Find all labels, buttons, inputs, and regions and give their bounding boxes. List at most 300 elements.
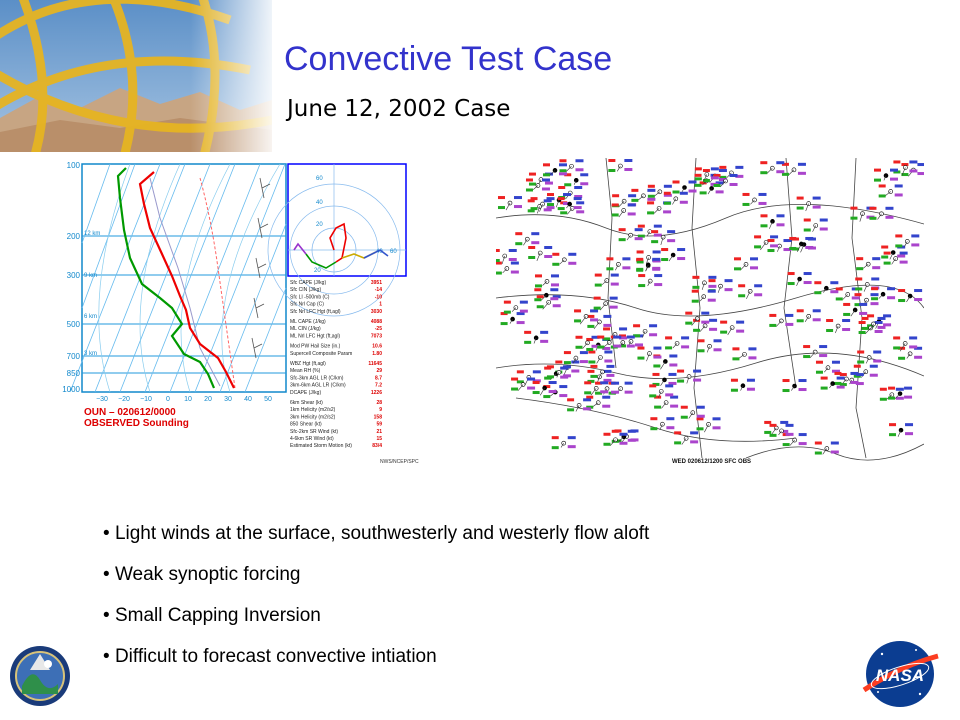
pressure-tendency-mark bbox=[875, 330, 883, 333]
pressure-tendency-mark bbox=[575, 168, 583, 171]
pressure-mark bbox=[603, 315, 611, 318]
param-label: Mod PW Hail Size (in.) bbox=[290, 343, 341, 350]
pressure-mark bbox=[895, 184, 903, 187]
pressure-tendency-mark bbox=[883, 323, 891, 326]
surface-observations-map bbox=[496, 158, 924, 465]
temperature-mark bbox=[612, 430, 619, 433]
pressure-mark bbox=[776, 214, 784, 217]
dewpoint-mark bbox=[543, 173, 550, 176]
pressure-mark bbox=[878, 317, 886, 320]
dewpoint-mark bbox=[661, 258, 668, 261]
pressure-tendency-mark bbox=[904, 396, 912, 399]
station-circle bbox=[793, 384, 797, 388]
station-circle bbox=[538, 251, 542, 255]
pressure-tendency-mark bbox=[624, 168, 632, 171]
param-value: 21 bbox=[376, 428, 382, 435]
param-value: 9 bbox=[379, 407, 382, 414]
pressure-tendency-mark bbox=[540, 340, 548, 343]
temperature-mark bbox=[649, 384, 656, 387]
dewpoint-mark bbox=[636, 268, 643, 271]
dewpoint-mark bbox=[895, 244, 902, 247]
temperature-mark bbox=[850, 207, 857, 210]
pressure-tendency-mark bbox=[709, 328, 717, 331]
temp-tick: 20 bbox=[204, 396, 212, 403]
dewpoint-mark bbox=[649, 394, 656, 397]
station-circle bbox=[710, 186, 714, 190]
pressure-mark bbox=[780, 421, 788, 424]
pressure-mark bbox=[574, 197, 582, 200]
pressure-tendency-mark bbox=[654, 234, 662, 237]
temperature-mark bbox=[681, 406, 688, 409]
dewpoint-mark bbox=[511, 388, 518, 391]
param-value: 1 bbox=[379, 301, 382, 308]
pressure-tendency-mark bbox=[900, 261, 908, 264]
temperature-mark bbox=[664, 192, 671, 195]
pressure-mark bbox=[549, 381, 557, 384]
dewpoint-mark bbox=[821, 387, 828, 390]
pressure-tendency-mark bbox=[711, 176, 719, 179]
pressure-tendency-mark bbox=[813, 318, 821, 321]
param-value: 158 bbox=[373, 414, 382, 421]
pressure-mark bbox=[831, 442, 839, 445]
station-circle bbox=[708, 344, 712, 348]
temperature-mark bbox=[547, 193, 554, 196]
dewpoint-mark bbox=[524, 341, 531, 344]
pressure-tendency-mark bbox=[885, 216, 893, 219]
height-mark: 6 km bbox=[84, 314, 98, 320]
temperature-mark bbox=[880, 388, 887, 391]
temperature-mark bbox=[869, 207, 876, 210]
param-label: DCAPE (J/kg) bbox=[290, 389, 322, 396]
pressure-mark bbox=[576, 201, 584, 204]
station-line: OUN – 020612/0000 bbox=[84, 407, 176, 418]
param-value: -10 bbox=[374, 294, 382, 301]
temperature-mark bbox=[543, 163, 550, 166]
dewpoint-mark bbox=[559, 169, 566, 172]
pressure-mark bbox=[798, 163, 806, 166]
station-circle bbox=[742, 352, 746, 356]
param-value: -25 bbox=[374, 326, 382, 333]
pressure-mark bbox=[883, 314, 891, 317]
temperature-mark bbox=[633, 324, 640, 327]
dewpoint-mark bbox=[738, 294, 745, 297]
pressure-tendency-mark bbox=[837, 386, 845, 389]
agency-seal-logo bbox=[8, 640, 72, 712]
dewpoint-mark bbox=[783, 443, 790, 446]
station-circle bbox=[618, 164, 622, 168]
temperature-mark bbox=[893, 336, 900, 339]
temperature-mark bbox=[789, 237, 796, 240]
pressure-tendency-mark bbox=[551, 283, 559, 286]
pressure-mark bbox=[531, 232, 539, 235]
pressure-tendency-mark bbox=[896, 397, 904, 400]
dewpoint-mark bbox=[836, 297, 843, 300]
temperature-mark bbox=[754, 235, 761, 238]
dewpoint-mark bbox=[595, 284, 602, 287]
pressure-tendency-mark bbox=[909, 345, 917, 348]
dewpoint-mark bbox=[587, 325, 594, 328]
dewpoint-mark bbox=[673, 191, 680, 194]
pressure-mark bbox=[871, 277, 879, 280]
temp-tick: −20 bbox=[118, 396, 130, 403]
pressure-mark bbox=[664, 185, 672, 188]
pressure-mark bbox=[917, 163, 924, 166]
temperature-mark bbox=[559, 159, 566, 162]
pressure-tendency-mark bbox=[714, 348, 722, 351]
dewpoint-mark bbox=[734, 267, 741, 270]
hodograph-ring-label: 40 bbox=[376, 249, 383, 255]
dewpoint-mark bbox=[695, 177, 702, 180]
dewpoint-mark bbox=[681, 416, 688, 419]
param-label: Supercell Composite Param bbox=[290, 350, 353, 357]
pressure-mark bbox=[619, 327, 627, 330]
dewpoint-mark bbox=[700, 191, 707, 194]
pressure-tendency-mark bbox=[799, 442, 807, 445]
pressure-mark bbox=[635, 228, 643, 231]
temperature-mark bbox=[597, 336, 604, 339]
pressure-tendency-mark bbox=[619, 442, 627, 445]
pressure-tendency-mark bbox=[568, 262, 576, 265]
dewpoint-mark bbox=[560, 211, 567, 214]
pressure-tendency-mark bbox=[693, 379, 701, 382]
pressure-mark bbox=[725, 279, 733, 282]
dewpoint-mark bbox=[843, 313, 850, 316]
pressure-tendency-mark bbox=[872, 266, 880, 269]
pressure-tendency-mark bbox=[770, 244, 778, 247]
pressure-tendency-mark bbox=[563, 374, 571, 377]
temperature-mark bbox=[881, 246, 888, 249]
temperature-mark bbox=[504, 301, 511, 304]
pressure-mark bbox=[786, 424, 794, 427]
dewpoint-mark bbox=[804, 229, 811, 232]
pressure-tendency-mark bbox=[580, 360, 588, 363]
dewpoint-mark bbox=[714, 184, 721, 187]
dewpoint-mark bbox=[608, 169, 615, 172]
pressure-tendency-mark bbox=[681, 345, 689, 348]
temperature-mark bbox=[695, 174, 702, 177]
pressure-mark bbox=[647, 189, 655, 192]
pressure-mark bbox=[527, 378, 535, 381]
pressure-mark bbox=[804, 272, 812, 275]
temperature-mark bbox=[895, 234, 902, 237]
temperature-mark bbox=[893, 160, 900, 163]
temperature-mark bbox=[814, 281, 821, 284]
pressure-label: 200 bbox=[66, 232, 80, 241]
temperature-mark bbox=[498, 196, 505, 199]
temperature-mark bbox=[815, 442, 822, 445]
temperature-mark bbox=[637, 250, 644, 253]
dewpoint-mark bbox=[826, 329, 833, 332]
pressure-mark bbox=[619, 433, 627, 436]
dewpoint-mark bbox=[567, 408, 574, 411]
temperature-mark bbox=[797, 309, 804, 312]
dewpoint-mark bbox=[767, 249, 774, 252]
temperature-mark bbox=[859, 321, 866, 324]
dewpoint-mark bbox=[558, 207, 565, 210]
pressure-mark bbox=[649, 324, 657, 327]
param-label: Mean RH (%) bbox=[290, 368, 321, 375]
param-value: 1.80 bbox=[372, 350, 382, 357]
dewpoint-mark bbox=[743, 203, 750, 206]
temperature-mark bbox=[608, 159, 615, 162]
pressure-tendency-mark bbox=[550, 297, 558, 300]
dewpoint-mark bbox=[814, 291, 821, 294]
param-label: 3km-6km AGL LR (C/km) bbox=[290, 382, 346, 389]
temp-tick: 50 bbox=[264, 396, 272, 403]
temperature-mark bbox=[496, 249, 500, 252]
pressure-mark bbox=[668, 373, 676, 376]
pressure-mark bbox=[559, 163, 567, 166]
pressure-tendency-mark bbox=[544, 255, 552, 258]
pressure-mark bbox=[550, 288, 558, 291]
temperature-mark bbox=[889, 423, 896, 426]
pressure-mark bbox=[909, 336, 917, 339]
temperature-mark bbox=[661, 248, 668, 251]
dewpoint-mark bbox=[815, 452, 822, 455]
pressure-tendency-mark bbox=[689, 190, 697, 193]
param-value: 1226 bbox=[370, 389, 382, 396]
bullet-list bbox=[103, 520, 649, 684]
pressure-mark bbox=[563, 365, 571, 368]
temperature-mark bbox=[567, 398, 574, 401]
dewpoint-mark bbox=[788, 282, 795, 285]
station-circle bbox=[671, 253, 675, 257]
pressure-mark bbox=[542, 178, 550, 181]
pressure-mark bbox=[625, 382, 633, 385]
temperature-mark bbox=[879, 184, 886, 187]
pressure-tendency-mark bbox=[852, 296, 860, 299]
temperature-mark bbox=[647, 201, 654, 204]
pressure-mark bbox=[805, 237, 813, 240]
temperature-mark bbox=[834, 372, 841, 375]
dewpoint-mark bbox=[612, 213, 619, 216]
dewpoint-mark bbox=[528, 256, 535, 259]
pressure-tendency-mark bbox=[878, 326, 886, 329]
temperature-mark bbox=[526, 178, 533, 181]
pressure-tendency-mark bbox=[730, 183, 738, 186]
pressure-label: 300 bbox=[66, 271, 80, 280]
dewpoint-mark bbox=[606, 267, 613, 270]
pressure-tendency-mark bbox=[716, 190, 724, 193]
param-label: Sfc CAPE (J/kg) bbox=[290, 280, 327, 286]
pressure-mark bbox=[837, 377, 845, 380]
station-circle bbox=[511, 317, 515, 321]
temperature-mark bbox=[709, 279, 716, 282]
pressure-mark bbox=[870, 365, 878, 368]
temperature-mark bbox=[867, 314, 874, 317]
pressure-mark bbox=[701, 312, 709, 315]
pressure-mark bbox=[628, 430, 636, 433]
temperature-mark bbox=[803, 345, 810, 348]
dewpoint-mark bbox=[498, 206, 505, 209]
pressure-mark bbox=[708, 290, 716, 293]
pressure-mark bbox=[590, 309, 598, 312]
pressure-tendency-mark bbox=[750, 266, 758, 269]
temperature-mark bbox=[854, 365, 861, 368]
pressure-mark bbox=[754, 284, 762, 287]
temperature-mark bbox=[517, 370, 524, 373]
pressure-tendency-mark bbox=[531, 241, 539, 244]
dewpoint-mark bbox=[881, 256, 888, 259]
param-label: Sfc Nrl Cap (C) bbox=[290, 301, 324, 308]
pressure-mark bbox=[799, 433, 807, 436]
pressure-tendency-mark bbox=[553, 304, 561, 307]
dewpoint-mark bbox=[803, 355, 810, 358]
dewpoint-mark bbox=[504, 311, 511, 314]
pressure-mark bbox=[832, 361, 840, 364]
pressure-mark bbox=[697, 406, 705, 409]
pressure-tendency-mark bbox=[680, 201, 688, 204]
dewpoint-mark bbox=[674, 441, 681, 444]
temperature-mark bbox=[574, 309, 581, 312]
observed-sounding-label: OBSERVED Sounding bbox=[84, 418, 189, 429]
pressure-tendency-mark bbox=[649, 333, 657, 336]
pressure-mark bbox=[602, 396, 610, 399]
pressure-mark bbox=[520, 301, 528, 304]
temperature-mark bbox=[731, 379, 738, 382]
dewpoint-mark bbox=[564, 183, 571, 186]
temperature-mark bbox=[743, 193, 750, 196]
pressure-mark bbox=[580, 173, 588, 176]
pressure-mark bbox=[571, 361, 579, 364]
pressure-tendency-mark bbox=[520, 310, 528, 313]
pressure-tendency-mark bbox=[627, 345, 635, 348]
pressure-tendency-mark bbox=[654, 283, 662, 286]
pressure-mark bbox=[813, 197, 821, 200]
pressure-tendency-mark bbox=[527, 387, 535, 390]
dewpoint-mark bbox=[547, 203, 554, 206]
pressure-tendency-mark bbox=[611, 283, 619, 286]
temperature-mark bbox=[695, 167, 702, 170]
dewpoint-mark bbox=[651, 240, 658, 243]
param-value: 15 bbox=[376, 436, 382, 442]
pressure-tendency-mark bbox=[870, 302, 878, 305]
param-label: WBZ Hgt (ft,agl) bbox=[290, 361, 326, 367]
pressure-mark bbox=[750, 257, 758, 260]
pressure-tendency-mark bbox=[669, 363, 677, 366]
hodograph-ring-label: 20 bbox=[314, 268, 321, 274]
pressure-mark bbox=[859, 303, 867, 306]
pressure-mark bbox=[714, 339, 722, 342]
pressure-tendency-mark bbox=[914, 356, 922, 359]
pressure-tendency-mark bbox=[677, 257, 685, 260]
temperature-mark bbox=[857, 351, 864, 354]
pressure-tendency-mark bbox=[890, 178, 898, 181]
pressure-mark bbox=[736, 321, 744, 324]
temperature-mark bbox=[636, 258, 643, 261]
pressure-mark bbox=[890, 169, 898, 172]
hodograph-ring-label: 60 bbox=[316, 176, 323, 182]
pressure-tendency-mark bbox=[625, 391, 633, 394]
temperature-mark bbox=[584, 381, 591, 384]
pressure-mark bbox=[559, 385, 567, 388]
temperature-mark bbox=[612, 194, 619, 197]
pressure-tendency-mark bbox=[628, 439, 636, 442]
dewpoint-mark bbox=[697, 427, 704, 430]
pressure-tendency-mark bbox=[701, 321, 709, 324]
temperature-mark bbox=[826, 319, 833, 322]
pressure-tendency-mark bbox=[830, 290, 838, 293]
pressure-tendency-mark bbox=[670, 405, 678, 408]
temperature-mark bbox=[587, 315, 594, 318]
temp-tick: 10 bbox=[184, 396, 192, 403]
bullet-item: • Light winds at the surface, southwesterly and westerly flow aloft bbox=[103, 520, 649, 547]
pressure-tendency-mark bbox=[785, 323, 793, 326]
temperature-mark bbox=[638, 225, 645, 228]
pressure-mark bbox=[665, 384, 673, 387]
observed-sounding-figure bbox=[50, 158, 434, 465]
param-label: Sfc CIN (J/kg) bbox=[290, 287, 322, 294]
pressure-mark bbox=[914, 289, 922, 292]
dewpoint-mark bbox=[731, 389, 738, 392]
pressure-mark bbox=[872, 257, 880, 260]
height-mark: 3 km bbox=[84, 351, 98, 357]
pressure-tendency-mark bbox=[576, 210, 584, 213]
hodograph-ring-label: 20 bbox=[316, 222, 323, 228]
slide-subtitle: June 12, 2002 Case bbox=[287, 96, 511, 122]
pressure-tendency-mark bbox=[568, 445, 576, 448]
temperature-mark bbox=[692, 276, 699, 279]
pressure-tendency-mark bbox=[895, 193, 903, 196]
pressure-mark bbox=[896, 388, 904, 391]
pressure-mark bbox=[875, 321, 883, 324]
param-value: 4088 bbox=[370, 319, 382, 325]
pressure-label: 1000 bbox=[62, 385, 80, 394]
pressure-mark bbox=[568, 253, 576, 256]
temperature-mark bbox=[528, 246, 535, 249]
dewpoint-mark bbox=[898, 357, 905, 360]
temperature-mark bbox=[734, 257, 741, 260]
pressure-mark bbox=[719, 169, 727, 172]
pressure-tendency-mark bbox=[666, 426, 674, 429]
dewpoint-mark bbox=[871, 297, 878, 300]
pressure-mark bbox=[574, 186, 582, 189]
param-value: 8.7 bbox=[375, 375, 382, 382]
temperature-mark bbox=[590, 365, 597, 368]
pressure-tendency-mark bbox=[873, 360, 881, 363]
pressure-tendency-mark bbox=[813, 206, 821, 209]
pressure-mark bbox=[813, 309, 821, 312]
pressure-tendency-mark bbox=[600, 390, 608, 393]
dewpoint-mark bbox=[760, 224, 767, 227]
temperature-mark bbox=[764, 421, 771, 424]
temperature-mark bbox=[603, 433, 610, 436]
dewpoint-mark bbox=[834, 382, 841, 385]
param-label: Sfc-3km AGL LR (C/km) bbox=[290, 375, 344, 382]
pressure-label: 700 bbox=[66, 352, 80, 361]
pressure-mark bbox=[887, 287, 895, 290]
temperature-mark bbox=[843, 303, 850, 306]
dewpoint-mark bbox=[619, 238, 626, 241]
temperature-mark bbox=[619, 228, 626, 231]
pressure-mark bbox=[873, 351, 881, 354]
pressure-tendency-mark bbox=[799, 388, 807, 391]
station-circle bbox=[660, 422, 664, 426]
pressure-mark bbox=[568, 436, 576, 439]
dewpoint-mark bbox=[637, 357, 644, 360]
temperature-mark bbox=[586, 396, 593, 399]
pressure-mark bbox=[627, 336, 635, 339]
pressure-label: 100 bbox=[66, 161, 80, 170]
dewpoint-mark bbox=[720, 331, 727, 334]
pressure-tendency-mark bbox=[909, 169, 917, 172]
temperature-mark bbox=[760, 161, 767, 164]
pressure-tendency-mark bbox=[911, 243, 919, 246]
dewpoint-mark bbox=[760, 171, 767, 174]
temperature-mark bbox=[637, 347, 644, 350]
temp-tick: −30 bbox=[96, 396, 108, 403]
pressure-mark bbox=[681, 336, 689, 339]
